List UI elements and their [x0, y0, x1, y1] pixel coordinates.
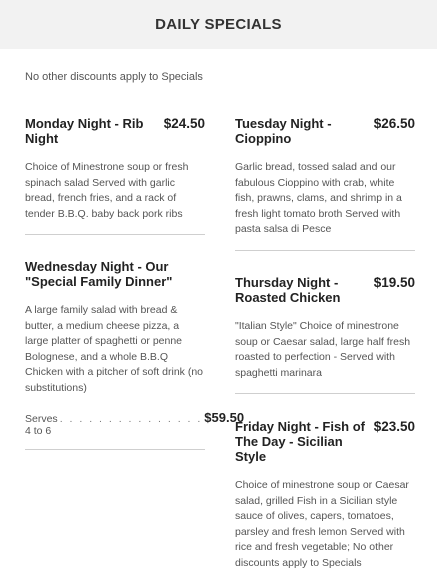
special-name: Thursday Night - Roasted Chicken	[235, 275, 341, 305]
header-bar	[0, 0, 437, 49]
special-price: $59.50	[204, 410, 245, 425]
page-title: DAILY SPECIALS	[155, 16, 282, 33]
special-price: $24.50	[163, 116, 205, 131]
special-description: Choice of minestrone soup or Caesar salad, grilled Fish in a Sicilian style sauce of olives, capers, tomatoes, parsley and fresh lemon Served with rice and fresh vegetable; No other discounts apply to Specials	[235, 479, 409, 569]
specials-note: No other discounts apply to Specials	[25, 71, 203, 83]
special-description: Garlic bread, tossed salad and our fabulous Cioppino with crab, white fish, prawns, clams, and shrimp in a fresh light tomato broth Served with pasta salsa di Pesce	[235, 161, 402, 235]
dot-leader: . . . . . . . . . . . . . . .	[59, 413, 203, 425]
divider	[25, 449, 205, 450]
special-tuesday	[235, 116, 415, 251]
special-wednesday	[25, 259, 245, 450]
serves-row	[25, 410, 245, 437]
special-thursday	[235, 275, 415, 394]
serves-label: Serves 4 to 6	[25, 413, 58, 437]
special-price: $26.50	[373, 116, 415, 131]
special-name: Friday Night - Fish of The Day - Sicilian Style	[235, 419, 365, 464]
divider	[25, 234, 205, 235]
divider	[235, 393, 415, 394]
special-name: Monday Night - Rib Night	[25, 116, 144, 146]
special-price: $19.50	[373, 275, 415, 290]
special-description: Choice of Minestrone soup or fresh spinach salad Served with garlic bread, french fries, and a rack of tender B.B.Q. baby back pork ribs	[25, 161, 189, 220]
special-description: "Italian Style" Choice of minestrone soup or Caesar salad, large half fresh roasted to perfection - Served with spaghetti marinara	[235, 320, 411, 379]
special-name: Tuesday Night - Cioppino	[235, 116, 332, 146]
divider	[235, 250, 415, 251]
special-friday	[235, 419, 415, 571]
special-price: $23.50	[373, 419, 415, 434]
special-name: Wednesday Night - Our "Special Family Dinner"	[25, 259, 173, 289]
special-monday	[25, 116, 205, 235]
special-description: A large family salad with bread & butter, a medium cheese pizza, a large platter of spaghetti or penne Bolognese, and a whole B.B.Q Chicken with a pitcher of soft drink (no substitutions)	[25, 304, 203, 394]
